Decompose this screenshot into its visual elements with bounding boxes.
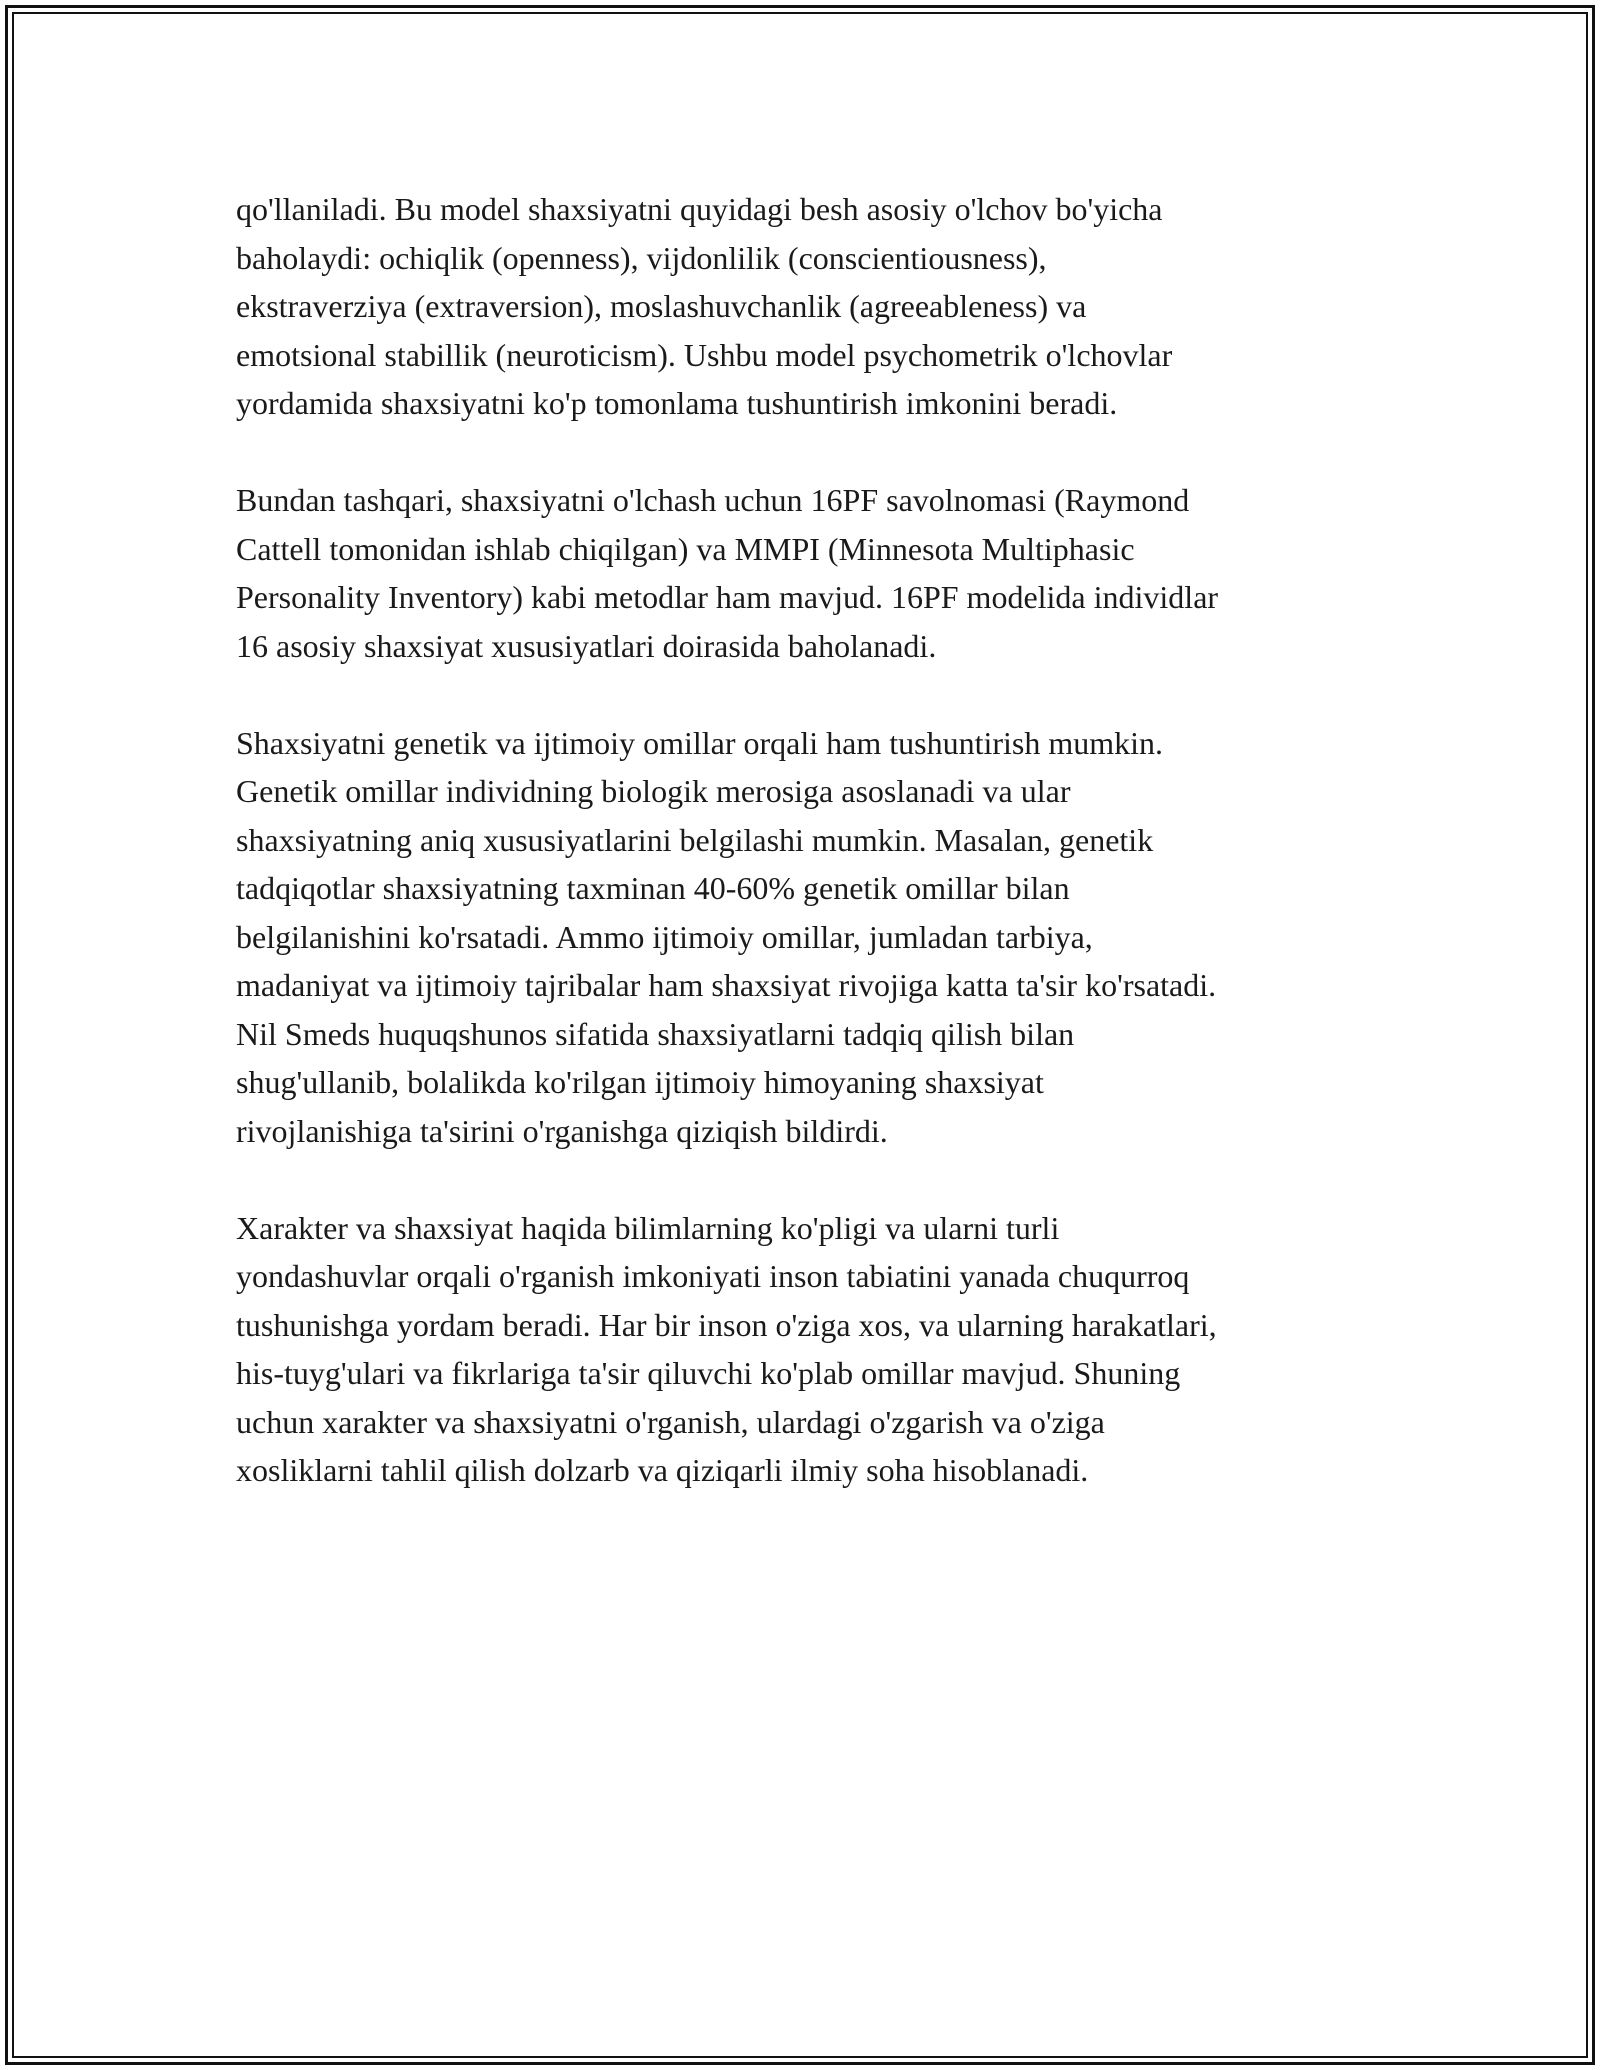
text-line: madaniyat va ijtimoiy tajribalar ham shaxsiyat rivojiga katta ta'sir ko'rsatadi. xyxy=(236,967,1217,1003)
text-line: Xarakter va shaxsiyat haqida bilimlarning ko'pligi va ularni turli xyxy=(236,1209,1060,1246)
text-line: his-tuyg'ulari va fikrlariga ta'sir qiluvchi ko'plab omillar mavjud. Shuning xyxy=(236,1355,1181,1391)
text-line: emotsional stabillik (neuroticism). Ushbu model psychometrik o'lchovlar xyxy=(236,336,1173,373)
text-line: rivojlanishiga ta'sirini o'rganishga qiziqish bildirdi. xyxy=(236,1112,888,1149)
text-line: Personality Inventory) kabi metodlar ham mavjud. 16PF modelida individlar xyxy=(236,579,1219,615)
text-line: shaxsiyatning aniq xususiyatlarini belgilashi mumkin. Masalan, genetik xyxy=(236,821,1154,858)
text-line: yondashuvlar orqali o'rganish imkoniyati inson tabiatini yanada chuqurroq xyxy=(236,1258,1190,1294)
text-line: Shaxsiyatni genetik va ijtimoiy omillar orqali ham tushuntirish mumkin. xyxy=(236,724,1164,761)
text-line: Bundan tashqari, shaxsiyatni o'lchash uchun 16PF savolnomasi (Raymond xyxy=(236,482,1190,518)
document-body xyxy=(236,185,1376,1495)
text-line: xosliklarni tahlil qilish dolzarb va qiziqarli ilmiy soha hisoblanadi. xyxy=(236,1452,1089,1488)
paragraph-big-five xyxy=(236,185,1376,428)
text-line: ekstraverziya (extraversion), moslashuvchanlik (agreeableness) va xyxy=(236,288,1087,324)
text-line: tadqiqotlar shaxsiyatning taxminan 40-60% genetik omillar bilan xyxy=(236,870,1070,906)
paragraph-conclusion xyxy=(236,1204,1376,1495)
text-line: yordamida shaxsiyatni ko'p tomonlama tushuntirish imkonini beradi. xyxy=(236,385,1118,421)
paragraph-16pf-mmpi xyxy=(236,476,1376,670)
text-line: baholaydi: ochiqlik (openness), vijdonlilik (conscientiousness), xyxy=(236,239,1047,276)
text-line: Cattell tomonidan ishlab chiqilgan) va MMPI (Minnesota Multiphasic xyxy=(236,530,1135,567)
text-line: belgilanishini ko'rsatadi. Ammo ijtimoiy omillar, jumladan tarbiya, xyxy=(236,918,1093,955)
text-line: 16 asosiy shaxsiyat xususiyatlari doirasida baholanadi. xyxy=(236,627,937,664)
text-line: Genetik omillar individning biologik merosiga asoslanadi va ular xyxy=(236,773,1071,809)
text-line: Nil Smeds huquqshunos sifatida shaxsiyatlarni tadqiq qilish bilan xyxy=(236,1015,1075,1052)
paragraph-genetic-social xyxy=(236,719,1376,1156)
text-line: tushunishga yordam beradi. Har bir inson o'ziga xos, va ularning harakatlari, xyxy=(236,1306,1217,1343)
text-line: uchun xarakter va shaxsiyatni o'rganish, ulardagi o'zgarish va o'ziga xyxy=(236,1403,1105,1440)
text-line: qo'llaniladi. Bu model shaxsiyatni quyidagi besh asosiy o'lchov bo'yicha xyxy=(236,191,1163,227)
text-line: shug'ullanib, bolalikda ko'rilgan ijtimoiy himoyaning shaxsiyat xyxy=(236,1064,1044,1100)
